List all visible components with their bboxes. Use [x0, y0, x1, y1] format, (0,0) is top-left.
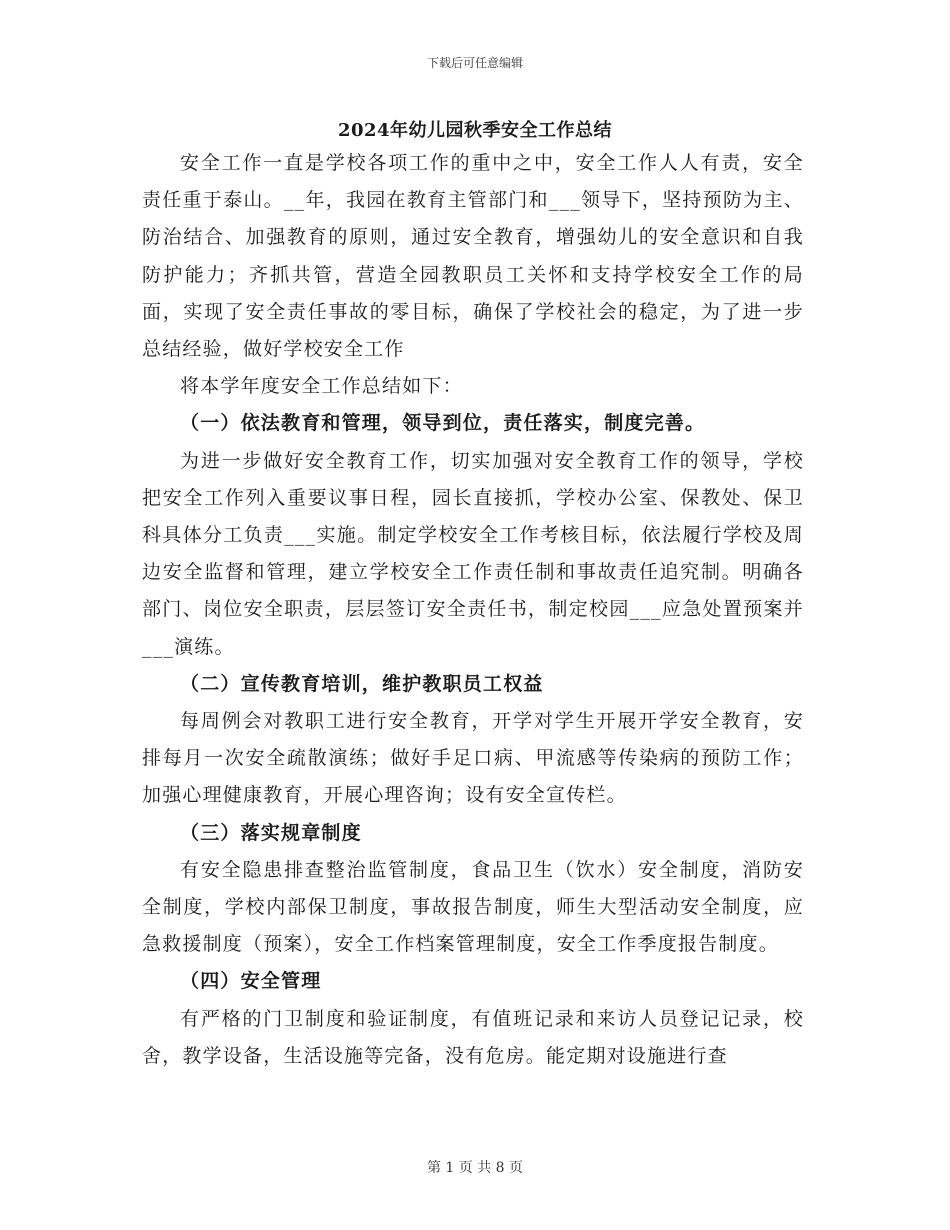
- header-note: 下载后可任意编辑: [426, 56, 523, 70]
- paragraph-lead-in: 将本学年度安全工作总结如下：: [180, 375, 463, 398]
- section-heading-1: （一）依法教育和管理，领导到位，责任落实，制度完善。: [180, 412, 706, 435]
- paragraph-section-3: 有安全隐患排查整治监管制度，食品卫生（饮水）安全制度，消防安全制度，学校内部保卫制度，事故报告制度，师生大型活动安全制度，应急救援制度（预案），安全工作档案管理制度，安全工作季度报告制度。: [142, 858, 804, 956]
- section-heading-2: （二）宣传教育培训，维护教职员工权益: [180, 672, 544, 695]
- paragraph-intro: 安全工作一直是学校各项工作的重中之中，安全工作人人有责，安全责任重于泰山。__年，我园在教育主管部门和___领导下，坚持预防为主、防治结合、加强教育的原则，通过安全教育，增强幼儿的安全意识和自我防护能力；齐抓共管，营造全园教职员工关怀和支持学校安全工作的局面，实现了安全责任事故的零目标，确保了学校社会的稳定，为了进一步总结经验，做好学校安全工作: [142, 152, 804, 361]
- paragraph-section-4: 有严格的门卫制度和验证制度，有值班记录和来访人员登记记录，校舍，教学设备，生活设施等完备，没有危房。能定期对设施进行查: [142, 1007, 804, 1067]
- paragraph-section-2: 每周例会对教职工进行安全教育，开学对学生开展开学安全教育，安排每月一次安全疏散演练；做好手足口病、甲流感等传染病的预防工作；加强心理健康教育，开展心理咨询；设有安全宣传栏。: [142, 710, 804, 807]
- section-heading-3: （三）落实规章制度: [180, 821, 362, 844]
- page-footer: 第 1 页 共 8 页: [426, 1160, 524, 1176]
- paragraph-section-1: 为进一步做好安全教育工作，切实加强对安全教育工作的领导，学校把安全工作列入重要议事日程，园长直接抓，学校办公室、保教处、保卫科具体分工负责___实施。制定学校安全工作考核目标，依法履行学校及周边安全监督和管理，建立学校安全工作责任制和事故责任追究制。明确各部门、岗位安全职责，层层签订安全责任书，制定校园___应急处置预案并___演练。: [142, 449, 804, 658]
- document-body: [142, 145, 804, 1075]
- document-title: 2024年幼儿园秋季安全工作总结: [337, 120, 613, 141]
- section-heading-4: （四）安全管理: [180, 970, 322, 993]
